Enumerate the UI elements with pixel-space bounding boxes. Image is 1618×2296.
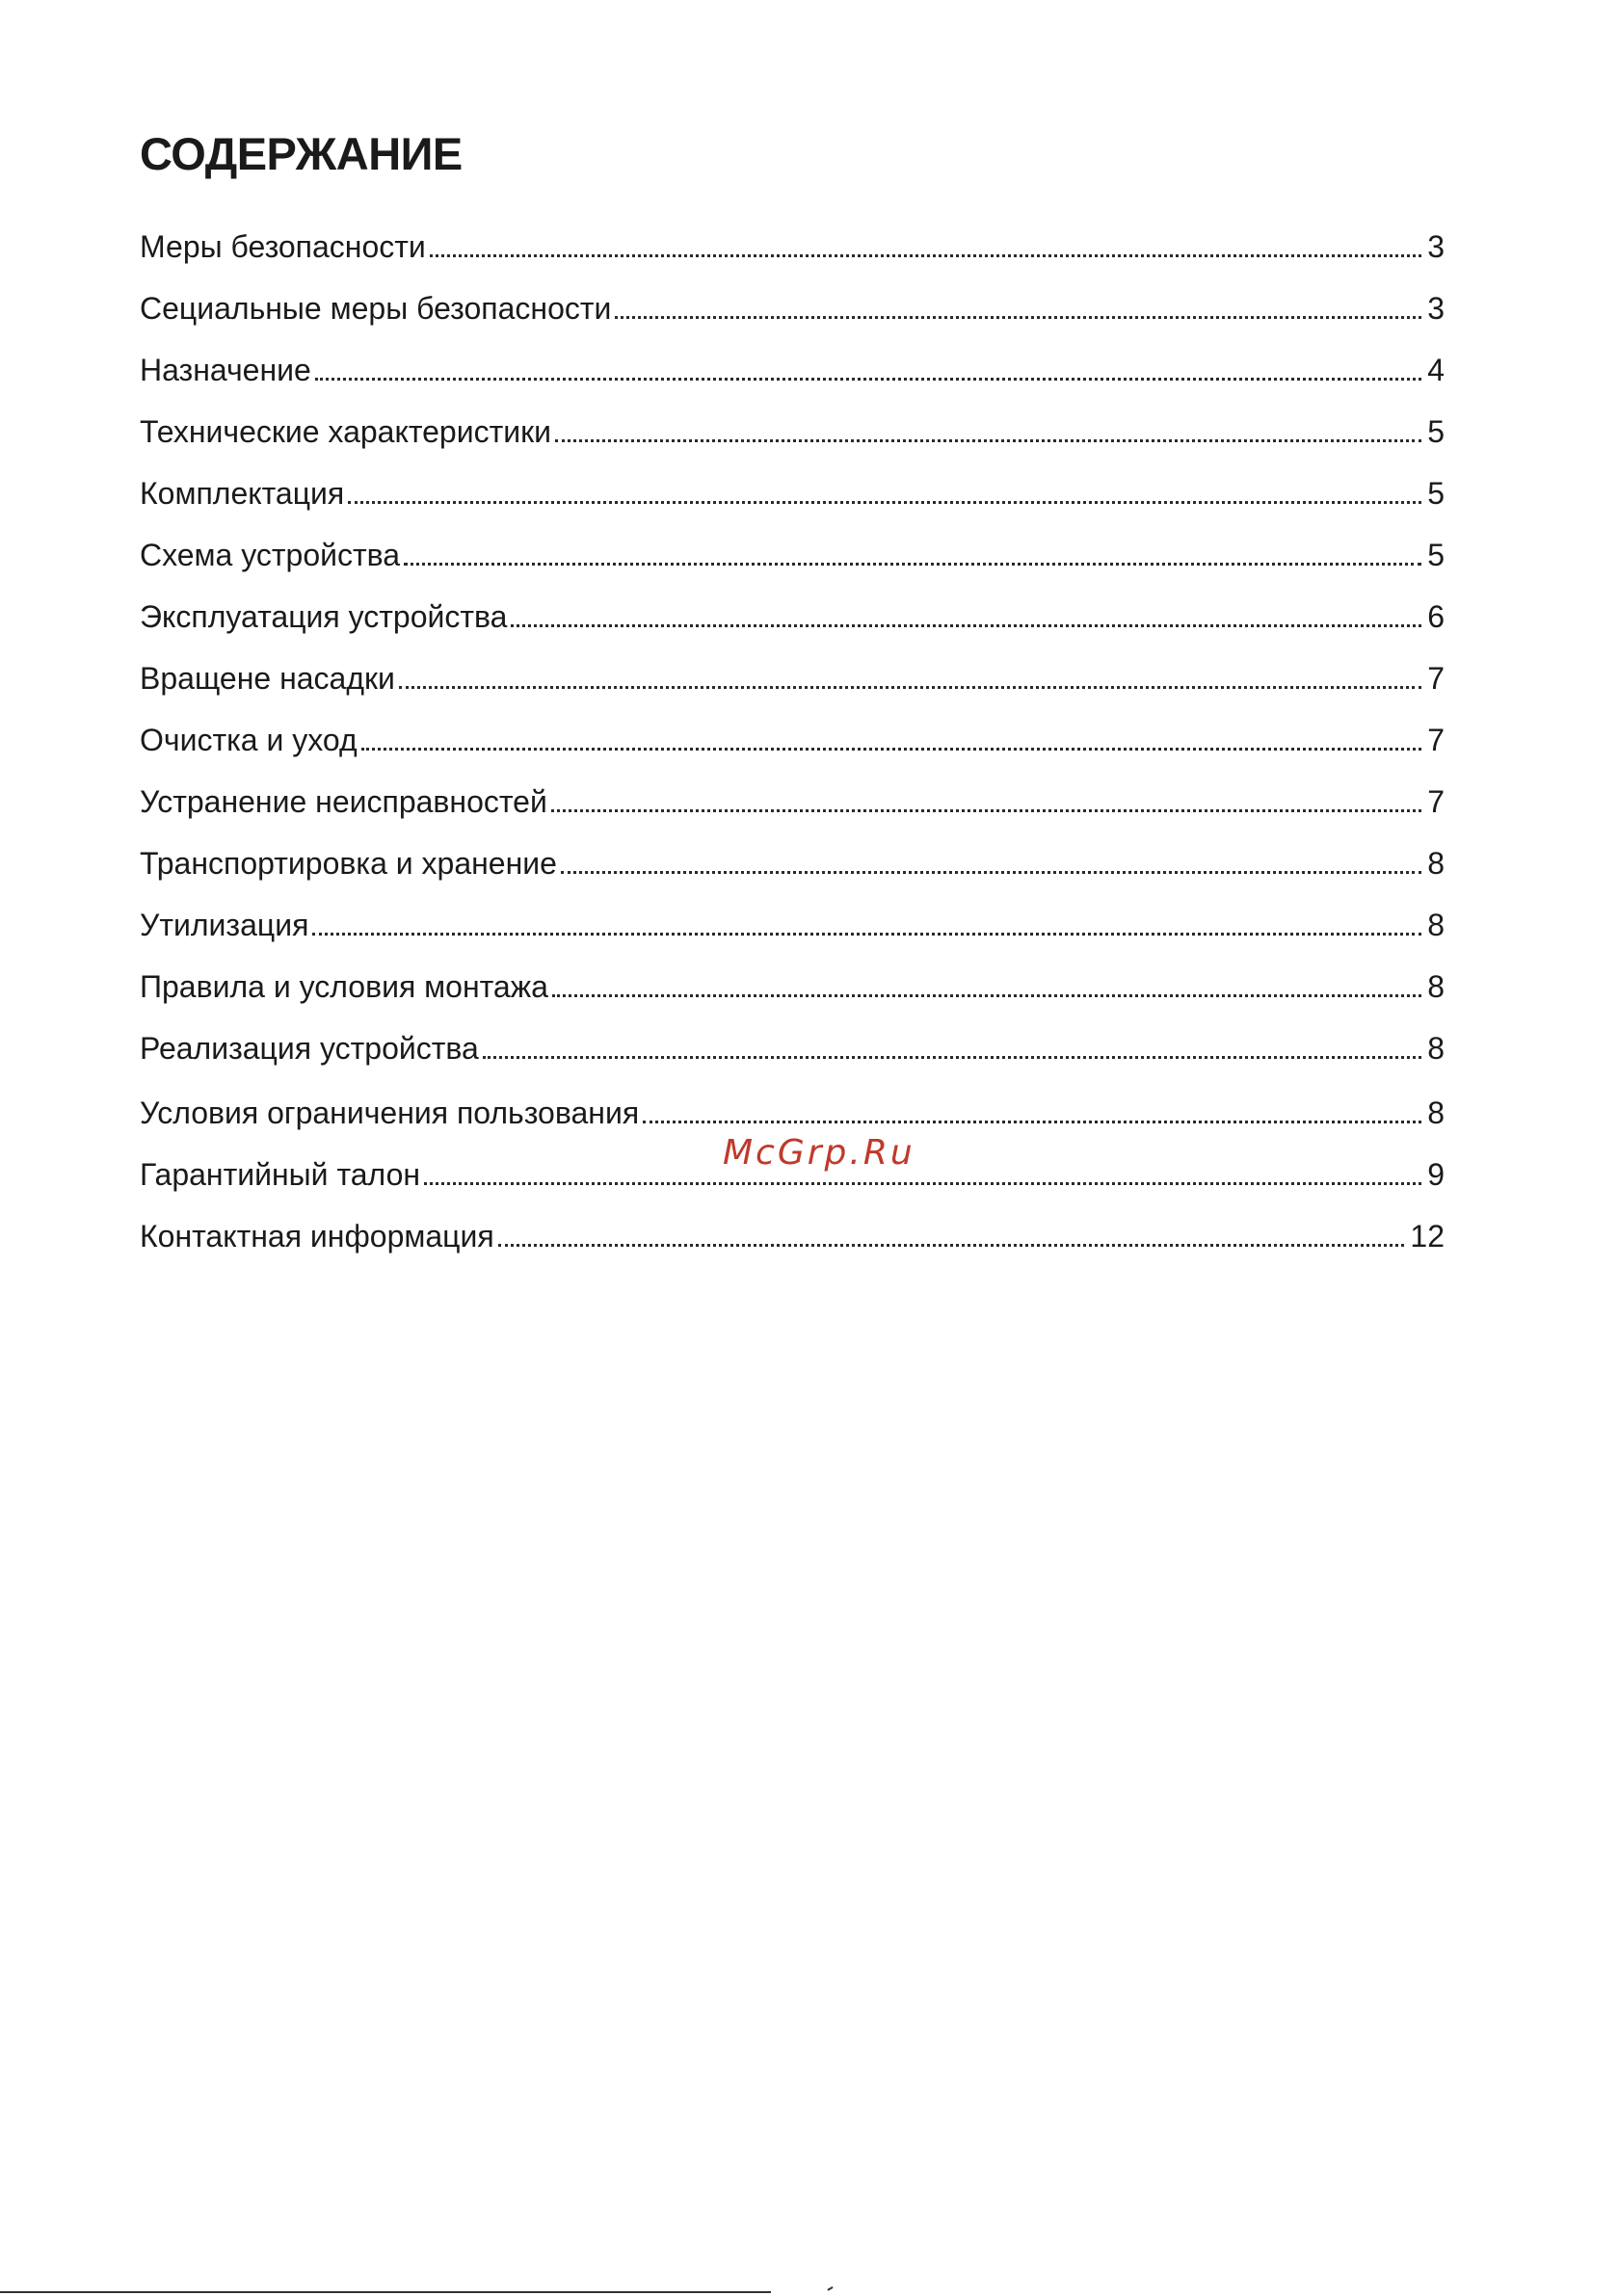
toc-entry-label: Очистка и уход [140, 719, 361, 761]
toc-entry-page: 5 [1427, 476, 1445, 511]
toc-entry-label: Утилизация [140, 904, 312, 946]
toc-entry-page: 3 [1427, 229, 1445, 264]
dot-leader [551, 809, 1421, 812]
dot-leader [361, 748, 1422, 751]
toc-entry-page: 9 [1427, 1157, 1445, 1192]
toc-entry-page: 7 [1427, 661, 1445, 696]
toc-entry-purpose[interactable] [140, 330, 1445, 391]
toc-entry-page: 7 [1427, 784, 1445, 819]
toc-entry-label: Условия ограничения пользования [140, 1092, 643, 1134]
toc-entry-installation-rules[interactable] [140, 946, 1445, 1008]
page-bottom-rule [0, 2291, 771, 2293]
toc-entry-page: 8 [1427, 1031, 1445, 1066]
dot-leader [643, 1121, 1421, 1123]
dot-leader [424, 1182, 1421, 1185]
toc-entry-label: Транспортировка и хранение [140, 842, 561, 884]
dot-leader [511, 624, 1421, 627]
dot-leader [561, 871, 1421, 874]
toc-entry-transport-storage[interactable] [140, 823, 1445, 884]
toc-entry-page: 8 [1427, 1095, 1445, 1130]
toc-entry-label: Реализация устройства [140, 1027, 483, 1069]
dot-leader [615, 316, 1421, 319]
toc-entry-troubleshooting[interactable] [140, 761, 1445, 823]
toc-entry-usage-restrictions[interactable] [140, 1069, 1445, 1134]
site-watermark: McGrp.Ru [723, 1133, 915, 1173]
toc-entry-page: 5 [1427, 538, 1445, 572]
toc-entry-package-contents[interactable] [140, 453, 1445, 515]
toc-entry-cleaning-care[interactable] [140, 699, 1445, 761]
dot-leader [404, 563, 1421, 566]
toc-entry-label: Схема устройства [140, 534, 404, 576]
toc-entry-page: 4 [1427, 353, 1445, 387]
toc-entry-disposal[interactable] [140, 884, 1445, 946]
toc-entry-label: Технические характеристики [140, 410, 555, 453]
dot-leader [552, 994, 1421, 997]
dot-leader [555, 439, 1421, 442]
toc-entry-label: Вращене насадки [140, 657, 399, 699]
dot-leader [348, 501, 1421, 504]
toc-entry-label: Комплектация [140, 472, 348, 515]
toc-entry-page: 12 [1410, 1219, 1445, 1254]
page-bottom-mark [827, 2286, 836, 2296]
toc-entry-contact-info[interactable] [140, 1196, 1445, 1257]
dot-leader [498, 1244, 1405, 1247]
toc-entry-special-safety-measures[interactable] [140, 268, 1445, 330]
toc-entry-page: 8 [1427, 846, 1445, 881]
toc-entry-page: 6 [1427, 599, 1445, 634]
toc-entry-label: Сециальные меры безопасности [140, 287, 615, 330]
toc-entry-label: Контактная информация [140, 1215, 498, 1257]
page-title: СОДЕРЖАНИЕ [140, 128, 463, 179]
toc-entry-label: Правила и условия монтажа [140, 965, 552, 1008]
table-of-contents [140, 206, 1445, 1257]
toc-entry-attachment-rotation[interactable] [140, 638, 1445, 699]
toc-entry-sale[interactable] [140, 1008, 1445, 1069]
toc-entry-label: Устранение неисправностей [140, 780, 551, 823]
dot-leader [483, 1056, 1421, 1059]
toc-entry-label: Назначение [140, 349, 315, 391]
toc-entry-page: 8 [1427, 969, 1445, 1004]
toc-entry-page: 3 [1427, 291, 1445, 326]
toc-entry-page: 7 [1427, 723, 1445, 757]
toc-entry-page: 8 [1427, 908, 1445, 942]
dot-leader [312, 933, 1421, 936]
dot-leader [399, 686, 1421, 689]
dot-leader [430, 254, 1421, 257]
toc-entry-operation[interactable] [140, 576, 1445, 638]
toc-entry-safety-measures[interactable] [140, 206, 1445, 268]
toc-entry-label: Меры безопасности [140, 225, 430, 268]
toc-entry-device-diagram[interactable] [140, 515, 1445, 576]
toc-entry-label: Эксплуатация устройства [140, 595, 511, 638]
toc-entry-label: Гарантийный талон [140, 1153, 424, 1196]
toc-entry-specifications[interactable] [140, 391, 1445, 453]
toc-entry-page: 5 [1427, 414, 1445, 449]
dot-leader [315, 378, 1421, 381]
